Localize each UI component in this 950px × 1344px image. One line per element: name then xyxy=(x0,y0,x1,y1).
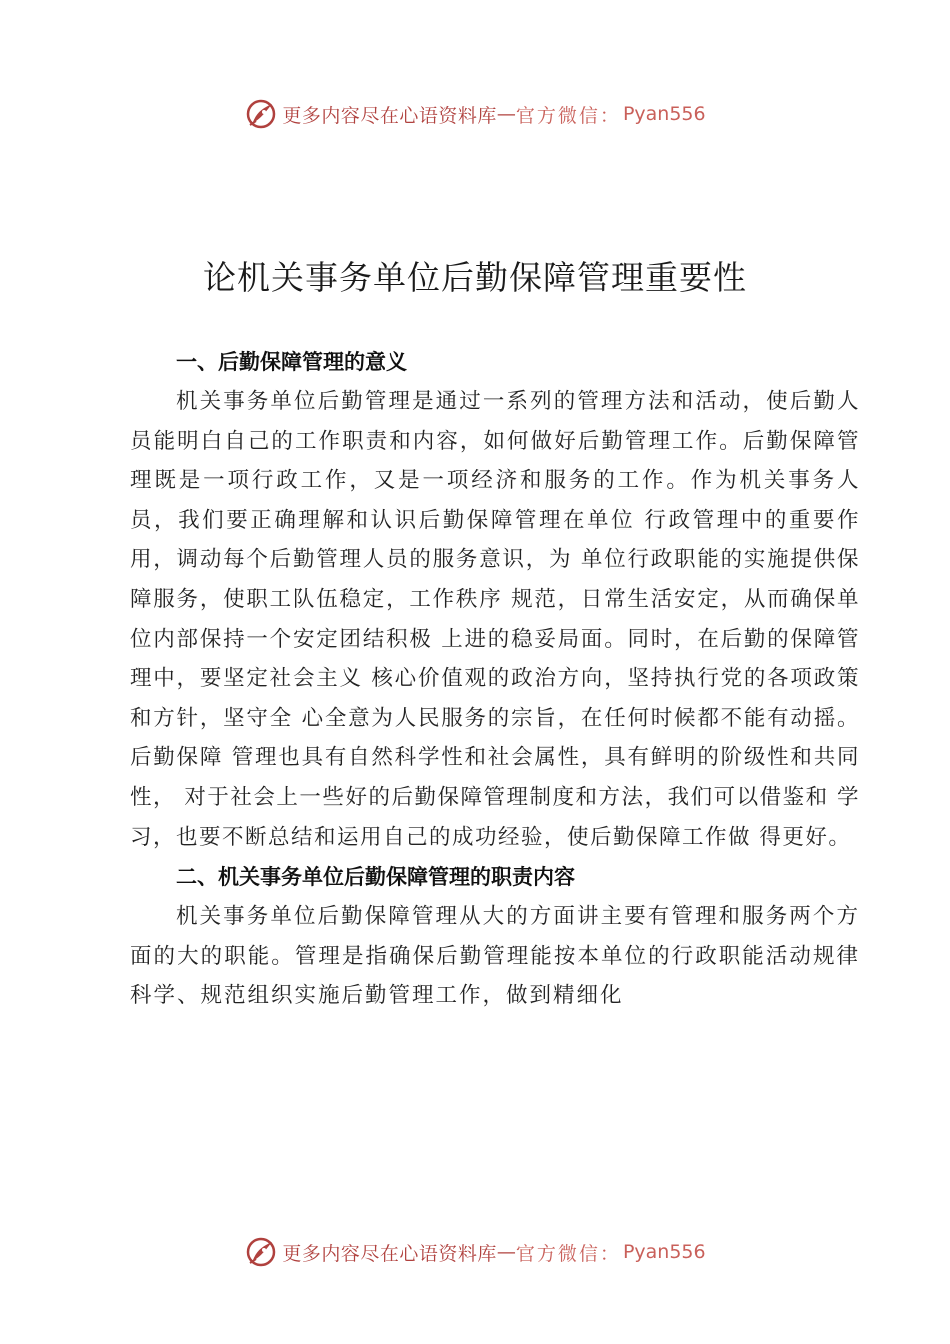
pen-logo-icon xyxy=(244,97,278,131)
document-body xyxy=(130,342,860,1016)
watermark-brand: 更多内容尽在心语资料库 xyxy=(282,1242,497,1265)
pen-logo-icon xyxy=(244,1235,278,1269)
section-1-heading: 一、后勤保障管理的意义 xyxy=(176,350,407,374)
watermark-header xyxy=(0,94,950,134)
watermark-wechat-id: Pyan556 xyxy=(622,103,706,125)
watermark-wechat-id: Pyan556 xyxy=(622,1241,706,1263)
watermark-separator: — xyxy=(496,1241,516,1263)
section-2-heading: 二、机关事务单位后勤保障管理的职责内容 xyxy=(176,865,575,890)
watermark-brand: 更多内容尽在心语资料库 xyxy=(282,104,497,127)
watermark-label: 官方微信： xyxy=(515,104,621,127)
document-title: 论机关事务单位后勤保障管理重要性 xyxy=(203,258,747,297)
section-2-paragraph: 机关事务单位后勤保障管理从大的方面讲主要有管理和服务两个方面的大的职能。管理是指确保后勤管理能按本单位的行政职能活动规律科学、规范组织实施后勤管理工作，做到精细化 xyxy=(130,904,860,1009)
watermark-separator: — xyxy=(496,103,516,125)
watermark-label: 官方微信： xyxy=(515,1242,621,1265)
watermark-footer xyxy=(0,1232,950,1272)
section-1-paragraph: 机关事务单位后勤管理是通过一系列的管理方法和活动，使后勤人员能明白自己的工作职责和内容，如何做好后勤管理工作。后勤保障管理既是一项行政工作，又是一项经济和服务的工作。作为机关事务人员，我们要正确理解和认识后勤保障管理在单位 行政管理中的重要作用，调动每个后勤管理人员的服务意识，为 单位行政职能的实施提供保障服务，使职工队伍稳定，工作秩序 规范，日常生活安定，从而确保单位内部保持一个安定团结积极 上进的稳妥局面。同时，在后勤的保障管理中，要坚定社会主义 核心价值观的政治方向，坚持执行党的各项政策和方针，坚守全 心全意为人民服务的宗旨，在任何时候都不能有动摇。后勤保障 管理也具有自然科学性和社会属性，具有鲜明的阶级性和共同性， 对于社会上一些好的后勤保障管理制度和方法，我们可以借鉴和 学习，也要不断总结和运用自己的成功经验，使后勤保障工作做 得更好。 xyxy=(130,389,860,850)
